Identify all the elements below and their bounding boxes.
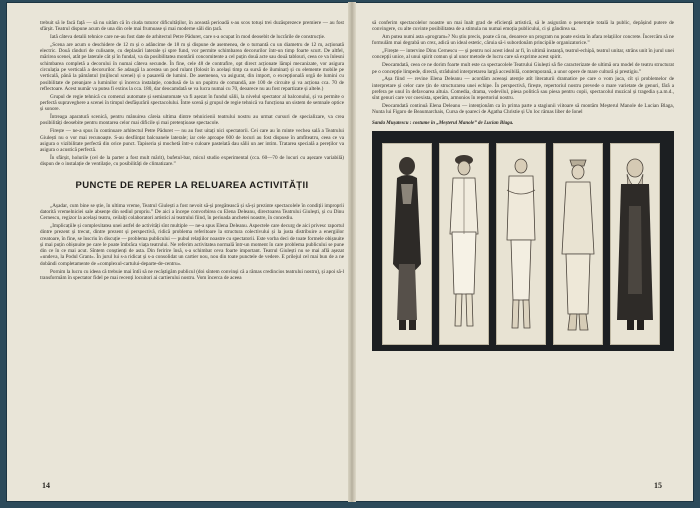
costume-panel	[496, 143, 546, 345]
book-gutter	[348, 2, 356, 502]
left-paragraph: Pornim la lucru cu ideea că trebuie mai întîi să ne recâștigăm publicul (doi sîntem convinși că a rămas credincios teatrului nostru), și apoi să-l transformăm în spectator fidel pe mai recenți locuitori ai cartierului nostru. Vom încerca de aceea	[40, 268, 344, 281]
right-page	[372, 20, 674, 482]
left-paragraph: „Implicațiile și complexitatea unei astfel de activități sînt multiple — ne-a spus Elena Deleanu. Aspectele care decurg de aici privesc raportul dintre prezent și trecut, dintre prezent și perspectivă, ridică problema referitoare la structura colectivului și la justa distribuire a energiilor creatoare, în fine, se înscriu în discuție — problema publicului — pubul relațiilor noastre cu spectatorii. Este vorba deci de toate formele obișnuite și mai puțin obișnuite pe care le poate îmbrăca viața teatrului. Ne referim activitatea normală într-un moment în care problema publicului se pune din ce în ce mai acut. Sîntem conștienți de asta. Din feririre însă, s-a schimbat ceva foarte important. Teatrul Giulești nu se mai află așezat «undeva, la Podul Grant». În jurul lui s-a ridicat și s-a consolidat un cartier nou, nou din toate punctele de vedere. E prilejul cel mai bun de a ne dobândi completamente de «complexul-cartului-departe-de-centru».	[40, 222, 344, 267]
costume-figure-2	[440, 144, 488, 344]
book-spread	[6, 2, 694, 502]
plate-caption: Sanda Mușatescu : costume în „Meșterul Manole” de Lucian Blaga.	[372, 120, 514, 126]
left-paragraph: „Scena are acum o deschidere de 12 m și o adâncime de 18 m și dispune de asemenea, de o turnantă cu un diametru de 12 m, acționată electric. Două rânduri de culisante, cu deplasări laterale și spre fund, vor permite schimbarea decorurilor într-un timp foarte scurt. De altfel, mărirea scenei, atât pe laterale cât și în fundal, va da posibilitatea montării concomitente a cel puțin două acte sau două tablouri, ceea ce va înlesni schimbarea completă a decorului în numai câteva secunde. În fine, cele 48 de contrafire, opt direct acționate lămpi mecanizate, vor asigura circulația pe verticală a decorurilor. Se adaugă la acestea un pod rulant (folosit în același timp ca sursă de iluminat) și cu elemente mobile pe verticală, până la pământul (mijlocul scenei) și o pasarelă de lumini. De asemenea, va asigurat, din import, o excepțională orgă de lumini cu posibilitate de preanjare a luminilor și încerca instalație, condusă de la un pupitru de comandă, are 100 de circuite și va acționa cca. 70 de reflectoare. Acest număr va putea fi extins la cca. 180, dar deocamdată se va lucra numai cu 70, deoarece nu au fost repartizate și altele.)	[40, 41, 344, 92]
costume-plate	[372, 131, 674, 351]
left-paragraph: În sfârșit, holurile (cel de la parter a fost mult mărit), bufetul-bar, micul studio experimental (cca. 60—70 de locuri cu așezare variabilă) dispun de o instalație de ventilație, cu posibilități de climatizare.”	[40, 154, 344, 168]
left-page	[40, 20, 344, 482]
section-heading: PUNCTE DE REPER LA RELUAREA ACTIVITĂȚII	[75, 179, 309, 191]
costume-figure-1	[383, 144, 431, 344]
left-paragraph: Grupul de regie tehnică cu comenzi automate și semiautomate va fi așezat în fundul sălii, la nivelul spectator al balconului, și va permite o perfectă supraveghere a scenei în timpul desfășurării spectacolului. Între scenă și grupul de regie tehnică va funcționa un sistem de semnale optice și sonore.	[40, 93, 344, 113]
right-paragraph: „Așa fiind — revine Elena Deleanu — acordăm aceeași atenție atît literaturii dramatice pe care o vom juca, cît și problemelor de interpretare și celor care țin de structurarea unei echipe. În perspectivă, firește, repertoriul nostru prevede o mare varietate de genuri, fără a prefera pe unul în defavoarea altuia. Comedia, drama, vodevilul, piesa politică sau piesa pentru copii, spectacolul muzical și tragedia ș.a.m.d., sînt genuri care vor coexista, sperăm, armonios în repertoriul nostru.	[372, 76, 674, 102]
left-paragraph: Firește — ne-a spus în continuare arhitectul Petre Păduret — nu au fost uitați nici spectatorii. Cei care au în minte vechea sală a Teatrului Giulești nu o vor mai recunoaște. S-au desființat balcoanele laterale; iar cele aproape 600 de locuri au fost dispuse în amfiteatru, ceea ce va asigura o vizibilitate perfectă din orice punct. Tapiseria și mochetă într-o culoare pastelată dau sălii un aer intim. Tratarea specială a pereților va asigura o acustică perfectă.	[40, 128, 344, 154]
right-paragraph: Am putea numi asta «program»? Nu știu precis, poate că nu, deoarece un program nu poate exista în afara relațiilor concrete. Încercăm să ne formulăm mai degrabă un crez, adică un ideal estetic, căruia să-i subordonăm principiile organizatorice.”	[372, 34, 674, 47]
right-paragraph: Deocamdată continuă Elena Deleanu — intenționăm ca în prima parte a stagiunii viitoare să montăm Meșterul Manole de Lucian Blaga, Nunta lui Figaro de Beaumarchais, Cursa de șoareci de Agatha Christie și Un loc râmas liber de Ionel	[372, 103, 674, 116]
costume-figure-3	[497, 144, 545, 344]
right-paragraph: „Firește — intervine Dinu Cernescu — și pentru noi acest ideal ar fi, în ultimă instanță, teatrul-echipă, teatrul unitar, strâns unit în jurul unei concepții unice, al unui spirit comun și al unor metode de lucru care să exprime acest spirit.	[372, 48, 674, 61]
right-paragraph: să conferim spectacolelor noastre un mai înalt grad de eficiență artistică, să le asigurăm o penetrație totală la public, depășind putere de convingere, cu alte cuvinte posibilitatea de a stimula nu numai emoția publicului, ci și gândirea sa.	[372, 20, 674, 33]
costume-figure-5	[611, 144, 659, 344]
left-paragraph: Iată câteva detalii tehnice care ne-au fost date de arhitectul Petre Păduret, care s-a ocupat în mod deosebit de lucrările de construcție.	[50, 34, 326, 41]
costume-panel	[610, 143, 660, 345]
costume-panel	[553, 143, 603, 345]
costume-panel	[439, 143, 489, 345]
page-number-left: 14	[42, 481, 50, 490]
page-number-right: 15	[654, 481, 662, 490]
left-paragraph: trebuit să le facă față — să nu uităm că în ciuda tuturor dificultăților, în această perioadă s-au scos totuși trei duzăsprezece premiere — au fost sfârșit. Teatrul dispune acum de una din cele mai frumoase și mai moderne săli din țară.	[40, 20, 344, 33]
right-paragraph: Deocamdată, ceea ce ne dorim foarte mult este ca spectacolele Teatrului Giulești să fie caracterizate de ultimă ora model de teatru structurat pe o concepție limpede, directă, străduind interpretarea largă accesibilă, contemporană, a unor opere de mare cultură și prestigiu.”	[372, 62, 674, 75]
costume-panel	[382, 143, 432, 345]
left-paragraph: Întreaga aparatură scenică, pentru mânuirea căreia ultima dintre tehnicienii teatrului nostru au urmat cursuri de specializare, va crea posibilități deosebite pentru montarea celor mai dificile și mai pretențioase spectacole.	[40, 114, 344, 127]
left-paragraph: „Așadar, cum bine se știe, în ultima vreme, Teatrul Giulești a fost nevoit să-și pregătească și să-și prezinte spectacolele în condiții improprii datorită vremelniciei sale absențe din sediul propriu.” De aici a începe convorbirea cu Elena Deleanu, directoarea Teatrului Giulești, și cu Dinu Cernescu, regizor la același teatru, ceilalți colaboratori artistici ai teatrului fiind, în perioada anchetei noastre, în concediu.	[40, 202, 344, 222]
costume-figure-4	[554, 144, 602, 344]
